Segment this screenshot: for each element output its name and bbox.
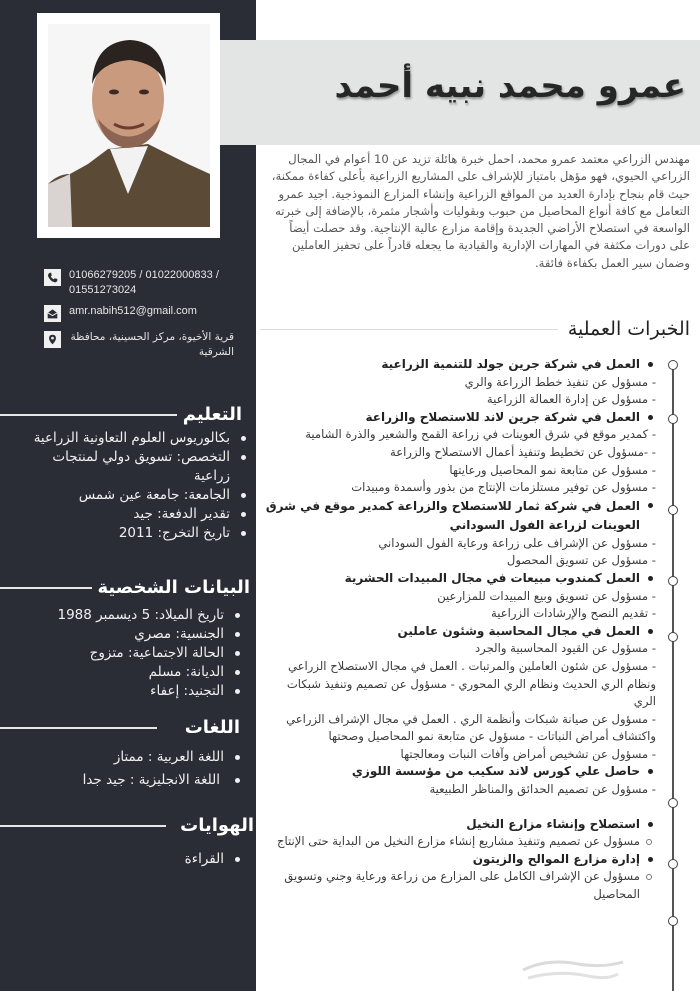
education-list: [0, 429, 256, 543]
job-duty: - مسؤول عن القيود المحاسبية والجرد: [475, 641, 656, 656]
experience-item: [262, 816, 660, 851]
email-address[interactable]: amr.nabih512@gmail.com: [69, 305, 197, 317]
phone-numbers[interactable]: 01066279205 / 01022000833 / 01551273024: [69, 269, 219, 296]
experience-item: [262, 356, 660, 409]
job-title: إدارة مزارع الموالح والزيتون: [262, 851, 660, 869]
timeline-node-icon: [668, 632, 678, 642]
languages-section: [0, 717, 256, 790]
hobbies-list: [0, 850, 256, 869]
job-duty: - مسؤول عن تشخيص أمراض وآفات النبات ومعالجتها: [400, 746, 656, 761]
job-duty: - مسؤول عن توفير مستلزمات الإنتاج من بذور وأسمدة ومبيدات: [351, 480, 656, 495]
job-duty: - مسؤول عن إدارة العمالة الزراعية: [486, 392, 656, 407]
job-duty: - مسؤول عن تسويق وبيع المبيدات للمزارعين: [437, 588, 656, 603]
job-duty: - مسؤول عن متابعة نمو المحاصيل ورعايتها: [449, 462, 656, 477]
job-duty: - مسؤول عن تسويق المحصول: [506, 553, 656, 568]
job-title: العمل كمندوب مبيعات في مجال المبيدات الحشرية: [262, 570, 660, 588]
person-portrait-icon: [48, 24, 210, 227]
list-item: تاريخ الميلاد: 5 ديسمبر 1988: [0, 606, 224, 625]
list-item: القراءة: [0, 850, 224, 869]
timeline-node-icon: [668, 414, 678, 424]
contact-address: [44, 330, 240, 360]
job-title: استصلاح وإنشاء مزارع النخيل: [262, 816, 660, 834]
timeline-node-icon: [668, 360, 678, 370]
list-item: بكالوريوس العلوم التعاونية الزراعية: [0, 429, 230, 448]
job-duty: - -مسؤول عن تخطيط وتنفيذ أعمال الاستصلاح والزراعة: [390, 444, 656, 459]
job-duty: - تقديم النصح والإرشادات الزراعية: [490, 606, 656, 621]
experience-item: [262, 763, 660, 798]
hobbies-heading: الهوايات: [180, 815, 254, 836]
job-duty: مسؤول عن الإشراف الكامل على المزارع من زراعة ورعاية وجني وتسويق المحاصيل: [262, 868, 660, 903]
list-item: التجنيد: إعفاء: [0, 682, 224, 701]
timeline-node-icon: [668, 859, 678, 869]
experience-list: [262, 356, 660, 904]
experience-item: [262, 623, 660, 764]
list-item: تقدير الدفعة: جيد: [0, 505, 230, 524]
job-duty: - مسؤول عن شئون العاملين والمرتبات . العمل في مجال الاستصلاح الزراعي ونظام الري الحديث ونظام الري المحوري - مسؤول عن تصميم وتنفيذ شبكات الري: [286, 658, 656, 709]
phone-icon: [44, 269, 61, 286]
candidate-name: عمرو محمد نبيه أحمد: [334, 66, 686, 106]
experience-item: [262, 409, 660, 497]
list-item: اللغة الانجليزية : جيد جدا: [0, 771, 224, 790]
timeline-node-icon: [668, 576, 678, 586]
job-duty: مسؤول عن تصميم وتنفيذ مشاريع إنشاء مزارع النخيل من البداية حتى الإنتاج: [262, 833, 660, 851]
profile-summary: مهندس الزراعي معتمد عمرو محمد، احمل خبرة هائلة تزيد عن 10 أعوام في المجال الزراعي الحيوي، فهو مؤهل بامتياز للإشراف على المشاريع الزراعية بأعلى كفاءة ممكنة، حيث قام بنجاح بإدارة العديد من المواقع الزراعية وإنشاء المزارع النموذجية. اجيد عمرو التعامل مع كافة أنواع المحاصيل من حبوب وبقوليات وأشجار مثمرة، بالإضافة إلى خبرته الواسعة في استصلاح الأراضي الجديدة وإقامة مزارع عالية الإنتاجية. وقد حصلت أيضاً على دورات مكثفة في المهارات الإدارية والقيادية ما يجعله قادراً على تحفيز العاملين وضمان سير العمل بكفاءة فائقة.: [271, 152, 690, 270]
personal-data-heading: البيانات الشخصية: [97, 577, 250, 598]
list-item: الجنسية: مصري: [0, 625, 224, 644]
job-title: العمل في شركة جرين لاند للاستصلاح والزراعة: [262, 409, 660, 427]
list-item: التخصص: تسويق دولي لمنتجات زراعية: [0, 448, 230, 486]
divider: [0, 414, 177, 416]
experience-header: [260, 318, 690, 340]
contact-phone: [44, 268, 240, 298]
job-title: العمل في مجال المحاسبة وشئون عاملين: [262, 623, 660, 641]
hobbies-section: [0, 815, 256, 869]
envelope-open-icon: [44, 305, 61, 322]
timeline-node-icon: [668, 916, 678, 926]
job-duty: - كمدير موقع في شرق العوينات في زراعة القمح والشعير والذرة الشامية: [305, 427, 656, 442]
timeline-line: [672, 362, 674, 991]
job-title: حاصل علي كورس لاند سكيب من مؤسسة اللوزي: [262, 763, 660, 781]
divider: [0, 727, 157, 729]
job-duty: - مسؤول عن صيانة شبكات وأنظمة الري . العمل في مجال الإشراف الزراعي واكتشاف أمراض النباتات - مسؤول عن متابعة نمو المحاصيل وصحتها: [286, 711, 656, 744]
job-duty: - مسؤول عن تنفيذ خطط الزراعة والري: [464, 374, 656, 389]
education-section: [0, 404, 256, 543]
education-heading: التعليم: [182, 404, 242, 425]
job-duty: - مسؤول عن تصميم الحدائق والمناظر الطبيعية: [429, 782, 656, 797]
languages-heading: اللغات: [184, 717, 240, 738]
divider: [260, 329, 558, 330]
timeline-node-icon: [668, 798, 678, 808]
experience-heading: الخبرات العملية: [567, 318, 690, 340]
watermark-logo-icon: [518, 950, 628, 984]
personal-data-list: [0, 606, 256, 701]
profile-photo: [48, 24, 210, 227]
list-item: الديانة: مسلم: [0, 663, 224, 682]
job-duty: - مسؤول عن الإشراف على زراعة ورعاية الفول السوداني: [378, 535, 656, 550]
experience-item: [262, 851, 660, 904]
experience-item: [262, 570, 660, 623]
contact-email: [44, 304, 240, 322]
divider: [0, 587, 92, 589]
experience-item: [262, 497, 660, 570]
address: قرية الأخيوة، مركز الحسينية، محافظة الشرقية: [70, 331, 234, 358]
languages-list: [0, 748, 256, 790]
job-title: العمل في شركة ثمار للاستصلاح والزراعة كمدير موقع في شرق العوينات لزراعة الفول السوداني: [262, 497, 660, 535]
map-pin-icon: [44, 331, 61, 348]
list-item: تاريخ التخرج: 2011: [0, 524, 230, 543]
timeline-node-icon: [668, 505, 678, 515]
personal-data-section: [0, 577, 256, 701]
profile-photo-frame: [37, 13, 220, 238]
job-title: العمل في شركة جرين جولد للتنمية الزراعية: [262, 356, 660, 374]
contact-section: [44, 268, 240, 366]
list-item: الحالة الاجتماعية: متزوج: [0, 644, 224, 663]
divider: [0, 825, 166, 827]
list-item: اللغة العربية : ممتاز: [0, 748, 224, 767]
list-item: الجامعة: جامعة عين شمس: [0, 486, 230, 505]
